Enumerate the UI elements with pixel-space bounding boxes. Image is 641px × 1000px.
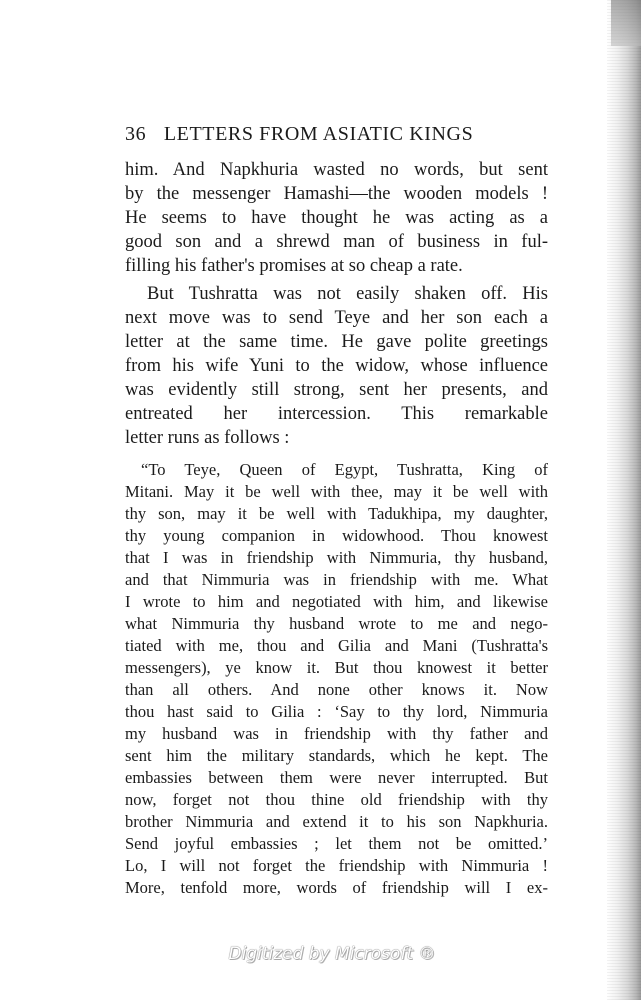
quote-line: now, forget not thou thine old friendship with thy xyxy=(125,790,548,809)
page-edge-shadow xyxy=(607,0,641,1000)
quote-line: my husband was in friendship with thy father and xyxy=(125,724,548,743)
body-line: filling his father's promises at so cheap a rate. xyxy=(125,256,463,276)
quote-line: Mitani. May it be well with thee, may it be well with xyxy=(125,482,548,501)
running-head-title: LETTERS FROM ASIATIC KINGS xyxy=(163,123,474,145)
quote-line: Send joyful embassies ; let them not be omitted.’ xyxy=(125,834,548,853)
body-line: good son and a shrewd man of business in ful- xyxy=(125,232,548,252)
quote-start-line: “To Teye, Queen of Egypt, Tushratta, King of xyxy=(141,460,548,479)
quote-line: More, tenfold more, words of friendship will I ex- xyxy=(125,878,548,897)
scan-corner-mark xyxy=(611,0,641,46)
digitization-watermark: Digitized by Microsoft ® xyxy=(228,944,436,964)
quote-line: thy young companion in widowhood. Thou knowest xyxy=(125,526,548,545)
quote-line: messengers), ye know it. But thou knowest it better xyxy=(125,658,548,677)
quote-line: Lo, I will not forget the friendship with Nimmuria ! xyxy=(125,856,548,875)
running-header xyxy=(125,123,505,146)
quote-line: tiated with me, thou and Gilia and Mani (Tushratta's xyxy=(125,636,548,655)
quote-line: I wrote to him and negotiated with him, and likewise xyxy=(125,592,548,611)
quote-line: thou hast said to Gilia : ‘Say to thy lord, Nimmuria xyxy=(125,702,548,721)
paragraph-start-line: But Tushratta was not easily shaken off. His xyxy=(147,284,548,304)
quote-line: that I was in friendship with Nimmuria, thy husband, xyxy=(125,548,548,567)
body-line: from his wife Yuni to the widow, whose influence xyxy=(125,356,548,376)
quote-line: what Nimmuria thy husband wrote to me and nego- xyxy=(125,614,548,633)
quote-line: thy son, may it be well with Tadukhipa, my daughter, xyxy=(125,504,548,523)
quote-line: brother Nimmuria and extend it to his son Napkhuria. xyxy=(125,812,548,831)
body-line: him. And Napkhuria wasted no words, but sent xyxy=(125,160,548,180)
page-number: 36 xyxy=(125,123,147,145)
body-line: next move was to send Teye and her son each a xyxy=(125,308,548,328)
body-line: letter at the same time. He gave polite greetings xyxy=(125,332,548,352)
quote-line: than all others. And none other knows it. Now xyxy=(125,680,548,699)
body-line: entreated her intercession. This remarkable xyxy=(125,404,548,424)
quote-line: sent him the military standards, which he kept. The xyxy=(125,746,548,765)
body-line: by the messenger Hamashi—the wooden models ! xyxy=(125,184,548,204)
body-line: He seems to have thought he was acting as a xyxy=(125,208,548,228)
body-line: was evidently still strong, sent her presents, and xyxy=(125,380,548,400)
quote-line: embassies between them were never interrupted. But xyxy=(125,768,548,787)
body-line: letter runs as follows : xyxy=(125,428,290,448)
quote-line: and that Nimmuria was in friendship with me. What xyxy=(125,570,548,589)
